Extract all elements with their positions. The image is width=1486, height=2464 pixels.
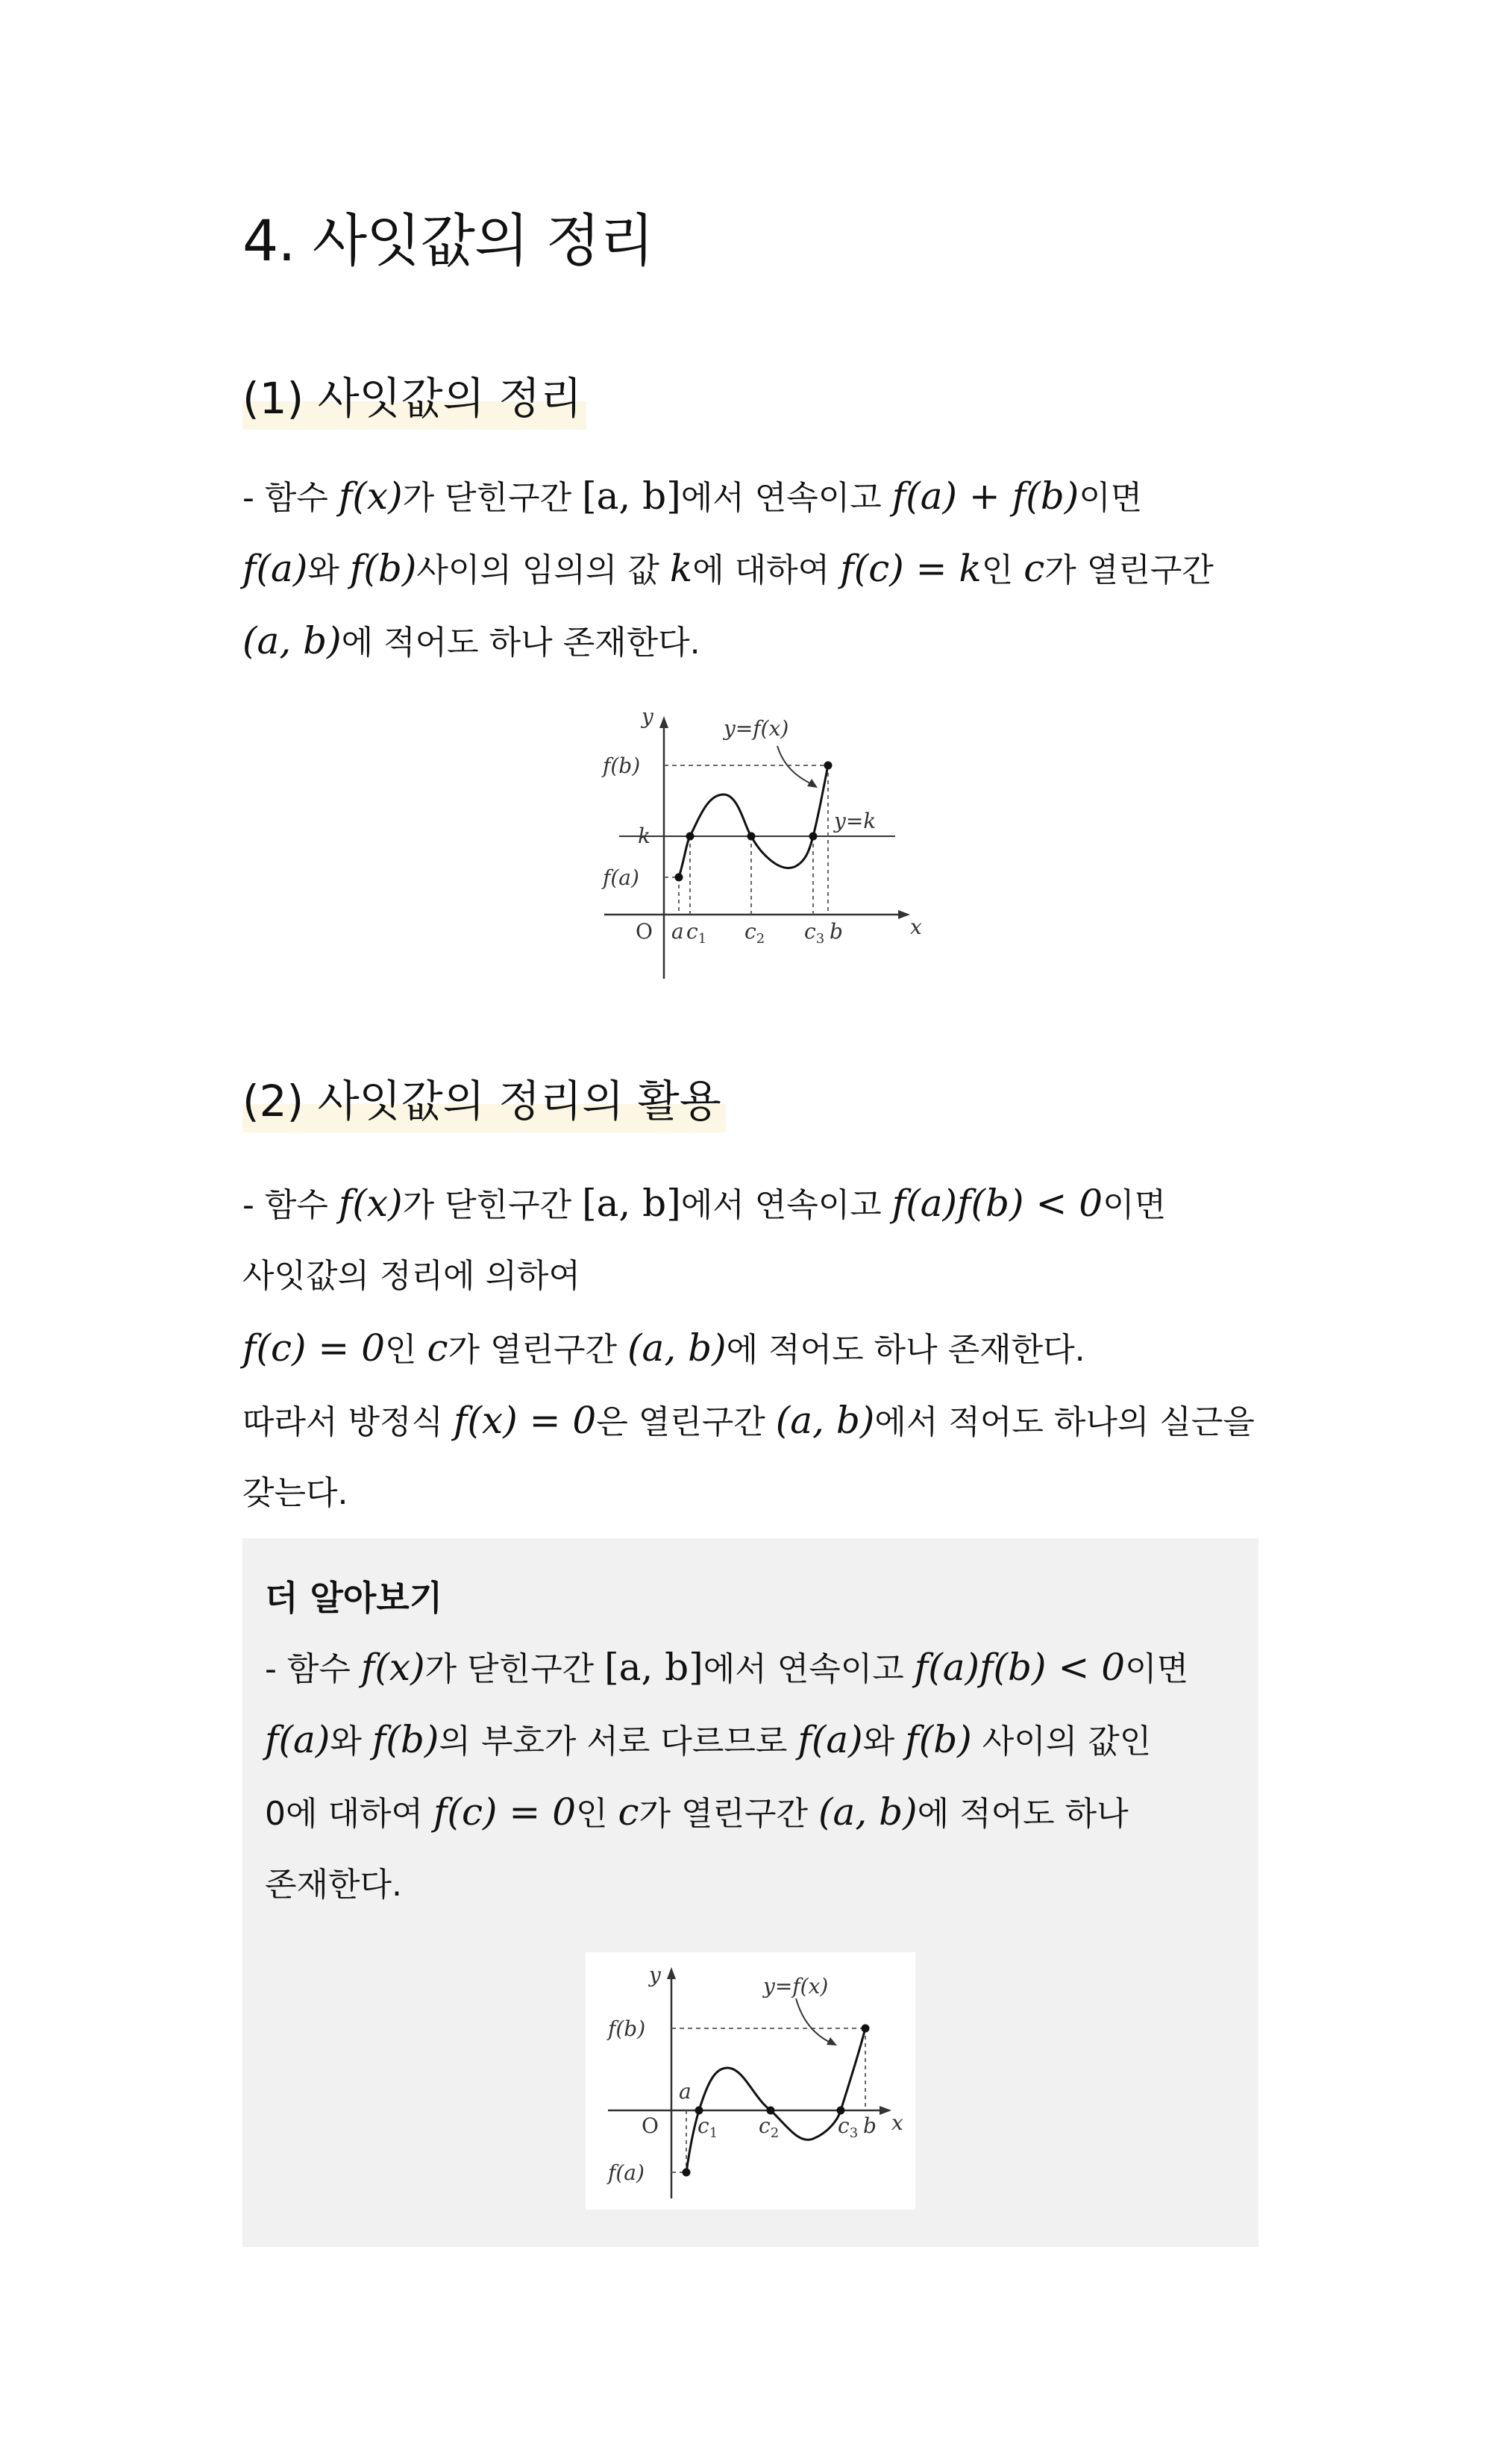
math: f(c) = 0 [433,1790,576,1834]
text: 사이의 값인 [971,1722,1152,1761]
text-line [242,605,1257,677]
c2-label: $c_2$ [759,2113,780,2141]
math: f(c) = k [840,547,982,590]
c3-label: $c_3$ [838,2113,859,2141]
text: 가 열린구간 [448,1331,628,1369]
text-line [242,533,1257,605]
text: 이면 [1103,1186,1167,1224]
math: [a, b] [582,1182,681,1225]
text: 가 열린구간 [639,1795,819,1833]
math: f(x) [338,1182,403,1225]
text: - 함수 [242,479,339,517]
a-label: a [671,919,684,944]
point-b [862,2025,870,2033]
fa-label: f(a) [608,2160,645,2185]
text: 이면 [1079,479,1143,517]
math: k [669,547,693,590]
text: 에서 적어도 하나의 실근을 [874,1403,1255,1441]
text-line [265,1631,1235,1704]
math: f(x) [360,1646,425,1689]
x-axis-label: x [891,2110,903,2135]
y-axis-arrow [659,716,668,728]
more-info-callout [242,1538,1258,2247]
point-c1 [686,833,695,841]
section-heading-2: (2) 사잇값의 정리의 활용 [242,1070,726,1132]
math: f(a) [797,1718,863,1761]
origin-label: O [642,2113,659,2138]
page-title: 4. 사잇값의 정리 [242,207,654,274]
text: - 함수 [242,1186,339,1224]
y-axis-arrow [667,1967,676,1979]
text-line [242,1312,1257,1385]
text: - 함수 [265,1650,361,1688]
point-c3 [809,833,818,841]
curve-f [686,2028,865,2172]
line-k-label: y=k [834,809,877,833]
text: 에 대하여 [692,551,841,589]
x-axis-arrow [880,2106,891,2115]
math: c [618,1790,639,1834]
text: 가 닫힌구간 [402,1186,583,1224]
text: 인 [385,1331,427,1369]
curve-f [679,765,828,877]
math: (a, b) [627,1326,727,1370]
text: 의 부호가 서로 다르므로 [439,1722,798,1761]
math: f(x) [338,474,403,518]
section-heading-1: (1) 사잇값의 정리 [242,367,586,430]
point-a [675,874,683,882]
text-line [265,1704,1235,1776]
math: f(a)f(b) < 0 [891,1182,1103,1225]
text-line [242,460,1257,533]
math: (a, b) [242,619,342,662]
k-label: k [638,824,650,848]
x-axis-label: x [910,915,922,939]
math: f(b) [372,1718,439,1761]
math: (a, b) [775,1399,875,1442]
text: 와 [330,1722,372,1761]
text-line [242,1240,1257,1312]
math: c [427,1326,448,1370]
math: f(b) [905,1718,972,1761]
origin-label: O [636,919,653,944]
text: 인 [981,551,1024,589]
text: 사이의 임의의 값 [416,551,670,589]
text: 에 적어도 하나 존재한다. [341,624,700,662]
text: 가 닫힌구간 [424,1650,605,1688]
figure-ivt-graph [597,701,940,992]
fb-label: f(b) [608,2016,646,2041]
text-line [242,1385,1257,1457]
text: 에서 연속이고 [680,479,892,517]
math: f(a) + f(b) [891,474,1079,518]
c3-label: $c_3$ [804,919,825,947]
math: f(a) [242,547,308,590]
math: [a, b] [582,474,681,518]
b-label: b [830,919,843,944]
callout-title: 더 알아보기 [265,1578,443,1618]
text: 에서 연속이고 [703,1650,915,1688]
math: f(b) [349,547,417,590]
text: 가 닫힌구간 [402,479,583,517]
figure-ivt-roots-graph [586,1952,915,2210]
text: 와 [307,551,350,589]
math: (a, b) [818,1790,918,1834]
figure-ivt-roots [586,1952,915,2210]
text: 에 적어도 하나 [917,1795,1129,1833]
point-a [683,2169,691,2177]
math: f(c) = 0 [242,1326,386,1370]
figure-ivt [597,701,940,992]
text: 에 적어도 하나 존재한다. [726,1331,1085,1369]
c1-label: $c_1$ [697,2113,718,2141]
section1-paragraph [242,460,1257,677]
fb-label: f(b) [603,753,641,778]
text: 사잇값의 정리에 의하여 [242,1257,581,1295]
a-label: a [679,2079,692,2104]
section2-paragraph [242,1167,1257,1529]
text: 따라서 방정식 [242,1403,454,1441]
text-line [265,1776,1235,1849]
fa-label: f(a) [603,865,639,890]
b-label: b [863,2113,877,2138]
text: 와 [862,1722,906,1761]
y-axis-label: y [649,1963,661,1987]
text-line [242,1457,1257,1529]
text: 가 열린구간 [1044,551,1214,589]
curve-label-pointer [796,1999,832,2043]
point-b [824,762,833,770]
text: 에서 연속이고 [680,1186,892,1224]
text: 0에 대하여 [265,1795,433,1833]
text-line [242,1167,1257,1240]
math: f(a) [265,1718,330,1761]
point-c2 [747,833,756,841]
text-line [265,1849,1235,1921]
text: 갖는다. [242,1474,348,1512]
text: 인 [576,1795,618,1833]
math: [a, b] [604,1646,703,1689]
curve-label: y=f(x) [724,716,789,741]
callout-paragraph [265,1631,1235,1921]
text: 존재한다. [265,1866,403,1904]
math: f(x) = 0 [454,1399,597,1442]
c1-label: $c_1$ [686,919,707,947]
math: f(a)f(b) < 0 [914,1646,1126,1689]
curve-label: y=f(x) [763,1974,829,1999]
math: c [1023,547,1045,590]
text: 은 열린구간 [596,1403,776,1441]
text: 이면 [1125,1650,1189,1688]
c2-label: $c_2$ [744,919,765,947]
x-axis-arrow [898,910,910,919]
y-axis-label: y [642,704,653,729]
